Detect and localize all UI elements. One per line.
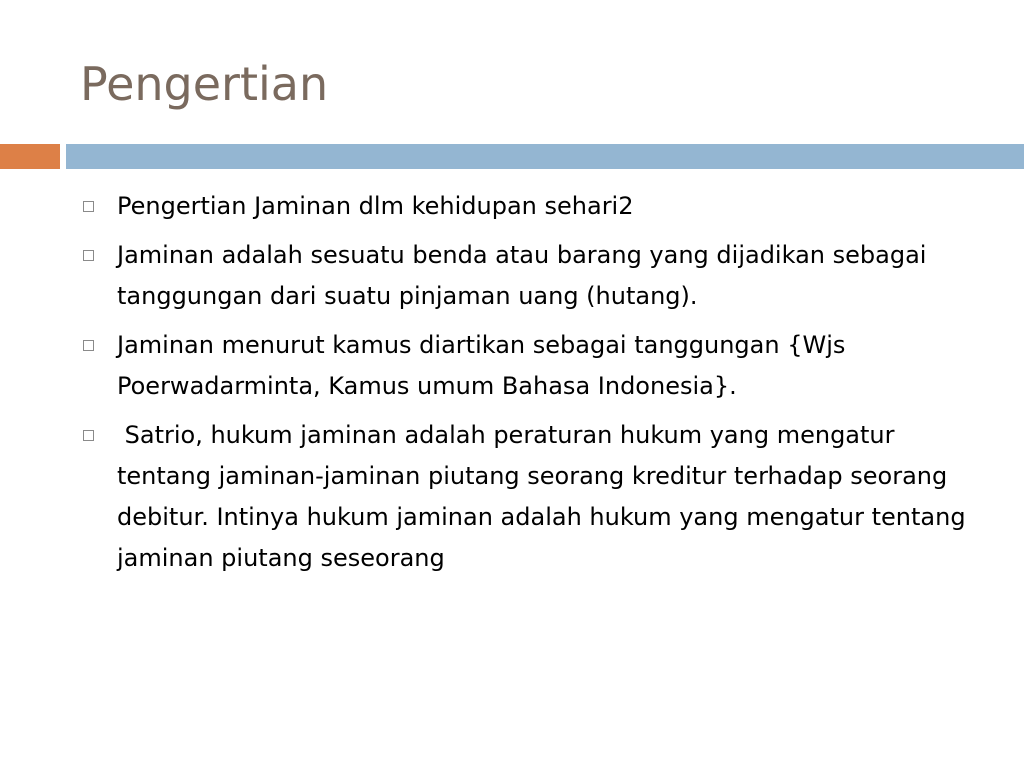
bullet-text: Jaminan menurut kamus diartikan sebagai tanggungan {Wjs Poerwadarminta, Kamus umum Bahasa Indonesia}.: [117, 331, 854, 400]
bullet-text: Jaminan adalah sesuatu benda atau barang yang dijadikan sebagai tanggungan dari suatu pinjaman uang (hutang).: [117, 241, 935, 310]
list-item: [80, 235, 980, 317]
bullet-text: Satrio, hukum jaminan adalah peraturan hukum yang mengatur tentang jaminan-jaminan piutang seorang kreditur terhadap seorang debitur. Intinya hukum jaminan adalah hukum yang mengatur tentang jaminan piutang seseorang: [117, 421, 974, 572]
bullet-list: [80, 186, 980, 587]
hollow-square-icon: [83, 201, 94, 212]
hollow-square-icon: [83, 340, 94, 351]
accent-bar: [0, 144, 60, 169]
hollow-square-icon: [83, 430, 94, 441]
hollow-square-icon: [83, 250, 94, 261]
title-underline-bar: [66, 144, 1024, 169]
bullet-text: Pengertian Jaminan dlm kehidupan sehari2: [117, 192, 634, 220]
list-item: [80, 325, 980, 407]
slide-title: Pengertian: [80, 57, 329, 111]
list-item: [80, 415, 980, 579]
list-item: [80, 186, 980, 227]
